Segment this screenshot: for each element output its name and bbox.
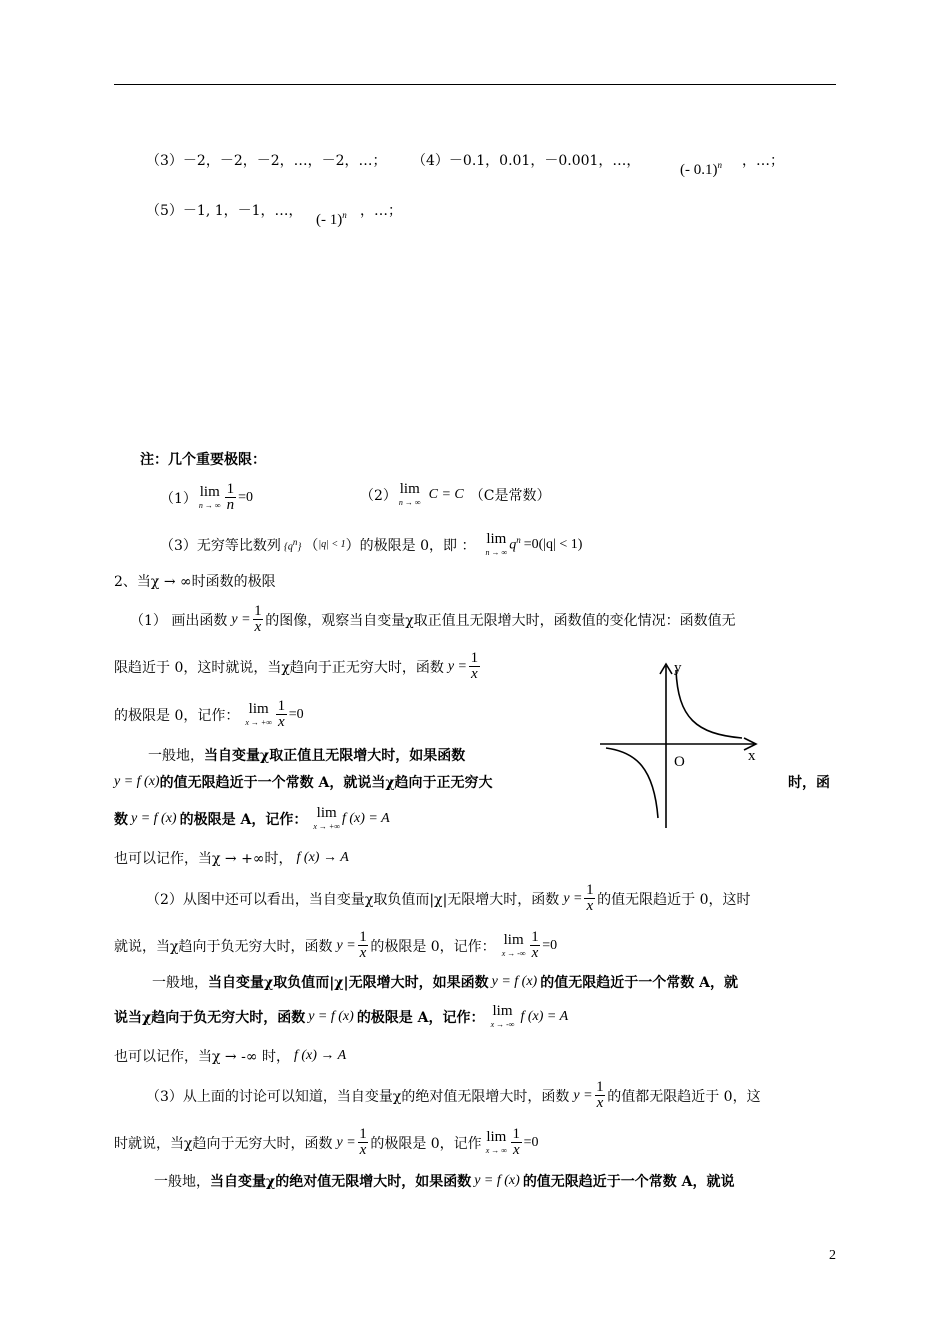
general-3-line1 bbox=[154, 1171, 735, 1191]
p1d: 的极限是 0，记作： bbox=[114, 707, 240, 724]
p1c: 限趋近于 0，这时就说，当χ趋向于正无穷大时，函数 bbox=[114, 659, 444, 676]
note2-label: （2） bbox=[360, 487, 397, 504]
lim-sub: x → -∞ bbox=[490, 1020, 515, 1029]
seq5-term bbox=[316, 210, 347, 229]
frac-1-x bbox=[511, 1127, 522, 1158]
para2-line1 bbox=[146, 883, 751, 914]
fx-A: f (x) = A bbox=[520, 1008, 569, 1024]
frac-num: 1 bbox=[254, 603, 262, 619]
frac-1-x bbox=[276, 699, 287, 730]
note-item-3 bbox=[160, 532, 582, 557]
frac-1-x bbox=[469, 651, 480, 682]
frac-1-x bbox=[253, 604, 264, 635]
seq4-tail-text: ，…； bbox=[742, 153, 784, 169]
para3-line1 bbox=[146, 1080, 761, 1111]
fx-A: f (x) = A bbox=[342, 810, 390, 826]
limit-xm-A bbox=[491, 1004, 515, 1029]
lim-word: lim bbox=[316, 805, 337, 821]
frac-1-x bbox=[530, 930, 541, 961]
g2a: 一般地， bbox=[152, 975, 208, 991]
frac-den: x bbox=[278, 714, 285, 730]
frac-den: x bbox=[359, 1142, 367, 1158]
eq-zero: =0 bbox=[288, 706, 304, 722]
limit-xp-A bbox=[313, 806, 340, 831]
limit-xm bbox=[502, 933, 526, 958]
frac-num: 1 bbox=[596, 1079, 604, 1095]
alt-notation-2 bbox=[114, 1046, 346, 1066]
section2-heading: 2、当χ → ∞时函数的极限 bbox=[114, 574, 276, 590]
q-open: {q bbox=[283, 541, 293, 553]
g1e: 数 bbox=[114, 811, 128, 828]
g3c: 的值无限趋近于一个常数 A，就说 bbox=[522, 1174, 735, 1190]
para3-line2 bbox=[114, 1127, 539, 1158]
lim-c-expr: C = C bbox=[428, 486, 464, 502]
q-condition: |q| < 1 bbox=[318, 539, 346, 550]
g3b: 当自变量χ的绝对值无限增大时，如果函数 bbox=[210, 1174, 472, 1190]
seq3-text: （3）－2，－2，－2，…，－2，…； bbox=[146, 153, 387, 169]
lim-sub: x → -∞ bbox=[501, 949, 526, 958]
frac-num: 1 bbox=[359, 929, 367, 945]
seq4-exp: n bbox=[717, 160, 722, 170]
g2d: 说当χ趋向于负无穷大时，函数 bbox=[114, 1009, 306, 1026]
frac-num: 1 bbox=[226, 481, 235, 497]
g1c: 的值无限趋近于一个常数 A，就说当χ趋向于正无穷大 bbox=[159, 775, 493, 791]
frac-num: 1 bbox=[531, 929, 539, 945]
limit-2 bbox=[399, 482, 421, 507]
frac-den: x bbox=[254, 619, 262, 635]
y-eq: y = bbox=[563, 890, 583, 906]
lim-sub: x → ∞ bbox=[485, 1146, 507, 1155]
eq-zero: =0 bbox=[523, 1134, 539, 1150]
frac-num: 1 bbox=[470, 650, 479, 666]
p3a: （3）从上面的讨论可以知道，当自变量χ的绝对值无限增大时，函数 bbox=[146, 1088, 570, 1105]
alt-notation-1 bbox=[114, 848, 349, 868]
p3c: 时就说，当χ趋向于无穷大时，函数 bbox=[114, 1135, 333, 1152]
frac-1-n bbox=[225, 482, 237, 513]
note3-paren: （ bbox=[304, 537, 319, 554]
p2d: 的极限是 0，记作： bbox=[370, 938, 496, 955]
lim-word: lim bbox=[199, 484, 220, 500]
q-lim-tail: =0(|q| < 1) bbox=[523, 536, 583, 552]
seq4-term bbox=[680, 160, 722, 179]
general-2-line1 bbox=[152, 972, 738, 992]
seq5-base: (- 1) bbox=[316, 212, 343, 228]
q-power bbox=[509, 535, 521, 554]
y-eq: y = bbox=[573, 1087, 593, 1103]
curve-negative-branch bbox=[606, 748, 658, 818]
lim-word: lim bbox=[248, 701, 269, 717]
frac-den: n bbox=[226, 497, 235, 513]
fx-to-A: f (x) → A bbox=[296, 850, 349, 865]
g2e: 的极限是 A，记作： bbox=[356, 1009, 485, 1026]
lim-sub: n → ∞ bbox=[198, 501, 221, 510]
frac-1-x bbox=[584, 883, 595, 914]
q-power-exp: n bbox=[516, 535, 521, 546]
seq5-exp: n bbox=[342, 210, 347, 220]
lim-word: lim bbox=[492, 1003, 513, 1019]
p2a: （2）从图中还可以看出，当自变量χ取负值而|χ|无限增大时，函数 bbox=[146, 891, 560, 908]
fx-to-A: f (x) → A bbox=[293, 1048, 347, 1063]
frac-1-x bbox=[358, 930, 369, 961]
y-eq: y = bbox=[447, 658, 468, 674]
note-item-2 bbox=[360, 482, 550, 507]
y-eq: y = bbox=[231, 611, 251, 627]
q-sequence bbox=[284, 537, 302, 552]
g1f: 的极限是 A，记作： bbox=[179, 811, 308, 828]
general-1-line3 bbox=[114, 806, 390, 831]
lim-sub: n → ∞ bbox=[398, 498, 421, 507]
note3-label: （3）无穷等比数列 bbox=[160, 537, 281, 554]
y-label: y bbox=[674, 660, 682, 676]
frac-den: x bbox=[596, 1095, 604, 1111]
origin-label: O bbox=[674, 754, 685, 770]
p2b: 的值无限趋近于 0，这时 bbox=[597, 891, 751, 908]
seq5-tail-text: ，…； bbox=[360, 203, 402, 219]
p1b: 的图像，观察当自变量χ取正值且无限增大时，函数值的变化情况：函数值无 bbox=[265, 612, 736, 629]
seq4-tail bbox=[742, 150, 784, 170]
note1-label: （1） bbox=[160, 490, 197, 507]
limit-1 bbox=[199, 485, 221, 510]
general-2-line2 bbox=[114, 1004, 568, 1029]
lim-word: lim bbox=[503, 932, 524, 948]
sequence-4 bbox=[412, 150, 640, 170]
lim-sub: x → +∞ bbox=[245, 718, 273, 727]
curve-positive-branch bbox=[676, 670, 742, 738]
y-eq: y = bbox=[336, 937, 356, 953]
lim-word: lim bbox=[486, 531, 507, 547]
general-1-line1 bbox=[148, 745, 465, 765]
frac-den: x bbox=[512, 1142, 520, 1158]
fx-eq: y = f (x) bbox=[308, 1008, 354, 1024]
limit-x bbox=[486, 1130, 507, 1155]
page-number: 2 bbox=[829, 1248, 836, 1263]
fx-eq: y = f (x) bbox=[114, 774, 160, 789]
seq5-tail bbox=[360, 200, 402, 220]
p3d: 的极限是 0，记作 bbox=[370, 1135, 482, 1152]
para1-line2 bbox=[114, 651, 482, 682]
eq-zero: =0 bbox=[542, 937, 558, 953]
fx-eq: y = f (x) bbox=[474, 1173, 520, 1188]
seq5-text: （5）－1, 1，－1，…， bbox=[146, 203, 303, 219]
alt1: 也可以记作，当χ → +∞时， bbox=[114, 851, 293, 867]
limit-xp bbox=[245, 702, 272, 727]
lim-word: lim bbox=[399, 481, 420, 497]
note3-tail: ）的极限是 0，即 ： bbox=[345, 537, 476, 554]
g1a: 一般地， bbox=[148, 748, 204, 764]
seq4-base: (- 0.1) bbox=[680, 162, 718, 178]
note2-tail: （C是常数） bbox=[469, 487, 551, 504]
frac-num: 1 bbox=[359, 1126, 367, 1142]
lim-sub: x → +∞ bbox=[313, 822, 340, 831]
frac-den: x bbox=[531, 945, 539, 961]
fx-eq: y = f (x) bbox=[131, 810, 177, 826]
para1-line1 bbox=[130, 604, 736, 635]
q-base: q bbox=[509, 537, 517, 553]
frac-1-x bbox=[595, 1080, 606, 1111]
y-eq: y = bbox=[336, 1134, 356, 1150]
para2-line2 bbox=[114, 930, 557, 961]
p1a: （1） 画出函数 bbox=[130, 612, 228, 629]
seq4-text: （4）－0.1，0.01，－0.001，…， bbox=[412, 153, 641, 169]
q-close: } bbox=[297, 541, 302, 553]
general-1-line2 bbox=[114, 772, 493, 792]
frac-num: 1 bbox=[586, 882, 594, 898]
sequence-5 bbox=[146, 200, 303, 220]
q-exp: n bbox=[292, 536, 298, 547]
p3b: 的值都无限趋近于 0，这 bbox=[607, 1088, 761, 1105]
note-item-1 bbox=[160, 482, 253, 513]
frac-den: x bbox=[359, 945, 367, 961]
limit-3 bbox=[485, 532, 507, 557]
frac-den: x bbox=[586, 898, 594, 914]
lim-sub: n → ∞ bbox=[485, 548, 508, 557]
frac-den: x bbox=[471, 666, 478, 682]
alt2: 也可以记作，当χ → -∞ 时， bbox=[114, 1049, 290, 1065]
header-rule bbox=[114, 84, 836, 85]
x-label: x bbox=[748, 748, 756, 764]
g2c: 的值无限趋近于一个常数 A，就 bbox=[540, 975, 738, 991]
frac-num: 1 bbox=[512, 1126, 521, 1142]
hyperbola-graph bbox=[596, 658, 766, 828]
frac-1-x bbox=[358, 1127, 369, 1158]
frac-num: 1 bbox=[277, 698, 286, 714]
fx-eq: y = f (x) bbox=[491, 974, 538, 989]
eq-zero: =0 bbox=[238, 489, 254, 505]
p2c: 就说，当χ趋向于负无穷大时，函数 bbox=[114, 938, 333, 955]
lim-word: lim bbox=[486, 1129, 507, 1145]
g2b: 当自变量χ取负值而|χ|无限增大时，如果函数 bbox=[208, 975, 489, 991]
g1d: 时，函 bbox=[788, 775, 830, 791]
note-title: 注：几个重要极限： bbox=[140, 452, 266, 468]
g1b: 当自变量χ取正值且无限增大时，如果函数 bbox=[204, 748, 466, 764]
g3a: 一般地， bbox=[154, 1174, 210, 1190]
sequence-3 bbox=[146, 150, 387, 170]
para1-line3 bbox=[114, 699, 304, 730]
